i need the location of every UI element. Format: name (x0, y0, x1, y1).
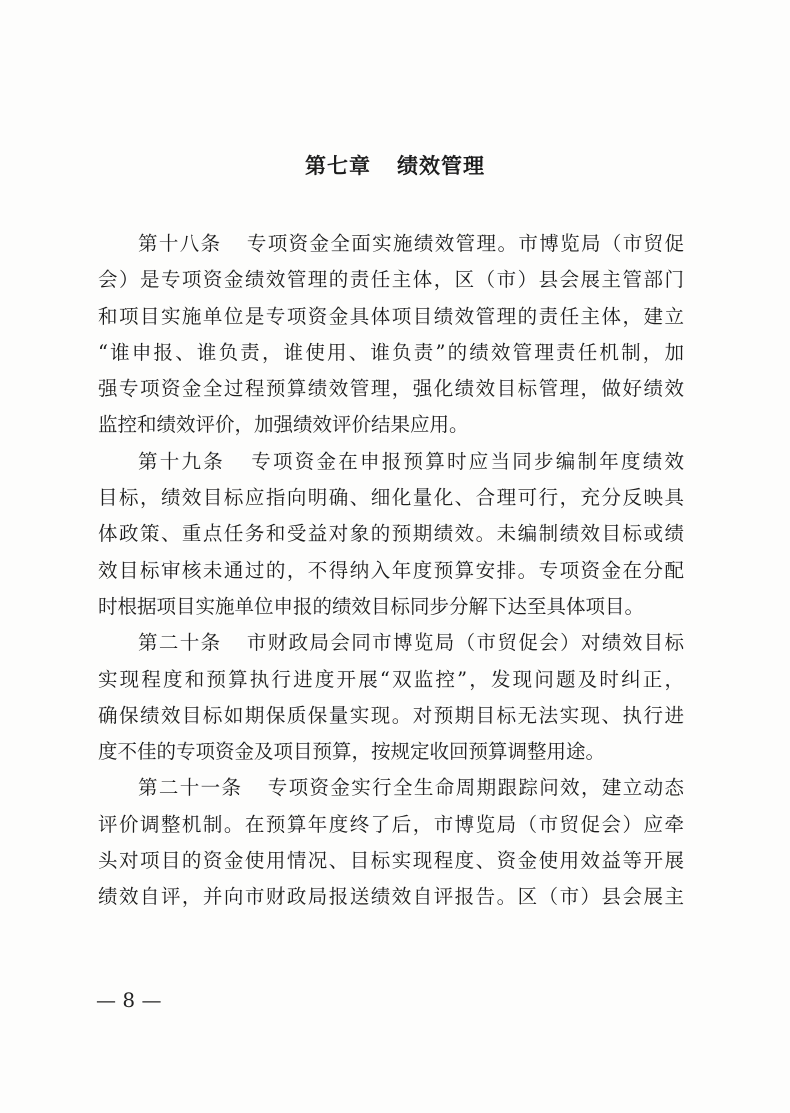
chapter-title (0, 150, 790, 180)
article-18-line-4: “谁申报、谁负责，谁使用、谁负责”的绩效管理责任机制，加 (98, 340, 684, 364)
article-20-text-1: 市财政局会同市博览局（市贸促会）对绩效目标 (245, 631, 684, 655)
chapter-name: 绩效管理 (397, 154, 485, 178)
chapter-body (98, 226, 684, 916)
article-19-line-5: 时根据项目实施单位申报的绩效目标同步分解下达至具体项目。 (98, 594, 645, 618)
article-20-heading: 第二十条 (138, 631, 222, 655)
article-21-line-2: 评价调整机制。在预算年度终了后，市博览局（市贸促会）应牵 (98, 812, 684, 836)
article-20-line-3: 确保绩效目标如期保质保量实现。对预期目标无法实现、执行进 (98, 703, 684, 727)
article-20-line-1 (98, 625, 684, 661)
article-18-line-3: 和项目实施单位是专项资金具体项目绩效管理的责任主体，建立 (98, 304, 684, 328)
article-19-line-3: 体政策、重点任务和受益对象的预期绩效。未编制绩效目标或绩 (98, 522, 684, 546)
article-20-line-2: 实现程度和预算执行进度开展“双监控”，发现问题及时纠正， (98, 667, 684, 691)
article-21-line-4: 绩效自评，并向市财政局报送绩效自评报告。区（市）县会展主 (98, 885, 684, 909)
article-21-text-1: 专项资金实行全生命周期跟踪问效，建立动态 (266, 776, 684, 800)
article-21-heading: 第二十一条 (138, 776, 243, 800)
article-21-line-1 (98, 770, 684, 806)
page-number: — 8 — (96, 988, 162, 1012)
article-18-heading: 第十八条 (138, 232, 222, 255)
article-20-line-4: 度不佳的专项资金及项目预算，按规定收回预算调整用途。 (98, 740, 606, 764)
article-19-line-2: 目标，绩效目标应指向明确、细化量化、合理可行，充分反映具 (98, 486, 684, 510)
article-18-line-5: 强专项资金全过程预算绩效管理，强化绩效目标管理，做好绩效 (98, 377, 684, 401)
article-21-line-3: 头对项目的资金使用情况、目标实现程度、资金使用效益等开展 (98, 849, 684, 873)
article-18-line-2: 会）是专项资金绩效管理的责任主体，区（市）县会展主管部门 (98, 268, 684, 292)
article-18-text-1: 专项资金全面实施绩效管理。市博览局（市贸促 (245, 232, 684, 255)
chapter-number: 第七章 (305, 154, 371, 178)
article-19-line-4: 效目标审核未通过的，不得纳入年度预算安排。专项资金在分配 (98, 558, 684, 582)
article-19-text-1: 专项资金在申报预算时应当同步编制年度绩效 (249, 449, 684, 473)
article-19-line-1 (98, 444, 684, 480)
article-19-heading: 第十九条 (138, 449, 225, 473)
article-18-line-6: 监控和绩效评价，加强绩效评价结果应用。 (98, 413, 469, 437)
article-18-line-1 (98, 226, 684, 262)
